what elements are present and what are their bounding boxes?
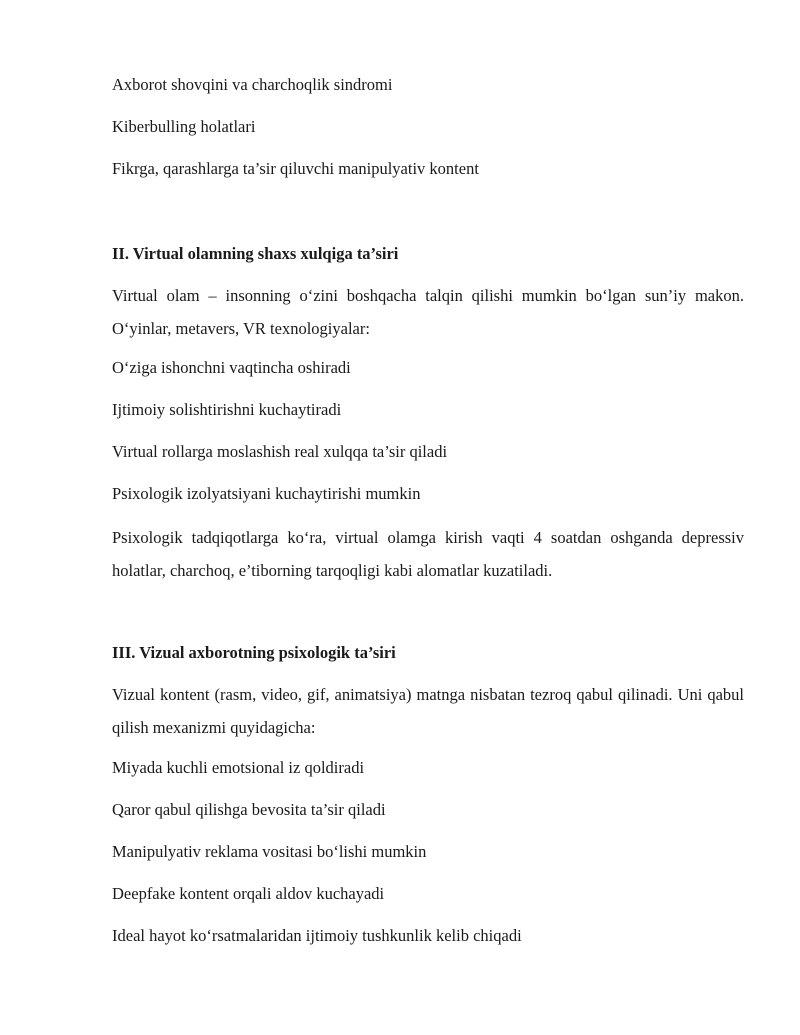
list-item: Virtual rollarga moslashish real xulqqa ta’sir qiladi xyxy=(112,442,448,461)
list-item: O‘ziga ishonchni vaqtincha oshiradi xyxy=(112,358,351,377)
list-item: Ideal hayot ko‘rsatmalaridan ijtimoiy tushkunlik kelib chiqadi xyxy=(112,926,522,945)
paragraph: Psixologik tadqiqotlarga ko‘ra, virtual olamga kirish vaqti 4 soatdan oshganda depressiv holatlar, charchoq, e’tiborning tarqoqligi kabi alomatlar kuzatiladi. xyxy=(112,528,744,580)
paragraph: Virtual olam – insonning o‘zini boshqacha talqin qilishi mumkin bo‘lgan sun’iy makon. O‘yinlar, metavers, VR texnologiyalar: xyxy=(112,286,744,338)
paragraph: Vizual kontent (rasm, video, gif, animatsiya) matnga nisbatan tezroq qabul qilinadi. Uni qabul qilish mexanizmi quyidagicha: xyxy=(112,685,744,737)
section-heading: II. Virtual olamning shaxs xulqiga ta’siri xyxy=(112,244,399,263)
list-item: Fikrga, qarashlarga ta’sir qiluvchi manipulyativ kontent xyxy=(112,159,479,178)
list-item: Qaror qabul qilishga bevosita ta’sir qiladi xyxy=(112,800,386,819)
list-item: Miyada kuchli emotsional iz qoldiradi xyxy=(112,758,365,777)
list-item: Ijtimoiy solishtirishni kuchaytiradi xyxy=(112,400,342,419)
section-heading: III. Vizual axborotning psixologik ta’siri xyxy=(112,643,396,662)
list-item: Deepfake kontent orqali aldov kuchayadi xyxy=(112,884,385,903)
list-item: Axborot shovqini va charchoqlik sindromi xyxy=(112,75,393,94)
list-item: Psixologik izolyatsiyani kuchaytirishi mumkin xyxy=(112,484,421,503)
list-item: Manipulyativ reklama vositasi bo‘lishi mumkin xyxy=(112,842,427,861)
list-item: Kiberbulling holatlari xyxy=(112,117,256,136)
